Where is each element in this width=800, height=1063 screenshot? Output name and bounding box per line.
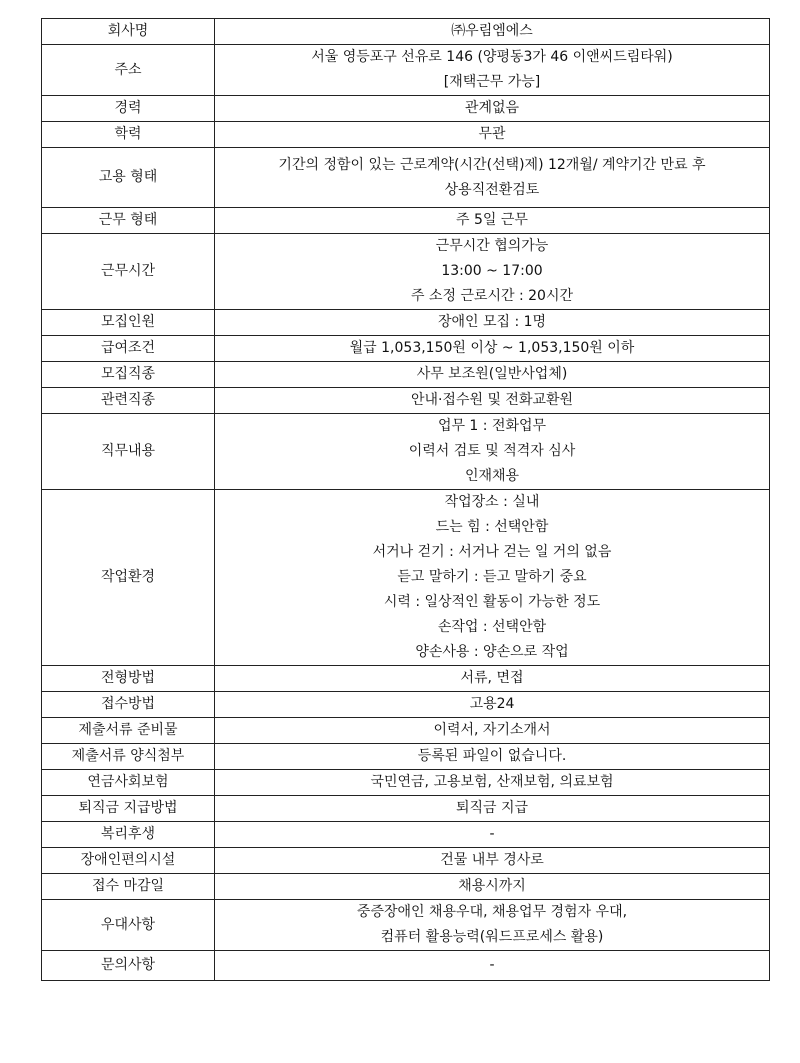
row-label: 근무 형태 [42, 208, 215, 234]
table-row [42, 96, 770, 122]
row-label: 회사명 [42, 19, 215, 45]
row-label: 연금사회보험 [42, 770, 215, 796]
row-value [215, 744, 770, 770]
table-row [42, 848, 770, 874]
row-value [215, 414, 770, 490]
row-label: 모집직종 [42, 362, 215, 388]
row-value [215, 951, 770, 981]
value-line: 드는 힘 : 선택안함 [435, 519, 549, 535]
value-line: 사무 보조원(일반사업체) [416, 366, 568, 382]
table-row [42, 414, 770, 490]
value-line: 건물 내부 경사로 [440, 852, 544, 868]
value-line: 안내·접수원 및 전화교환원 [410, 392, 574, 408]
row-value [215, 822, 770, 848]
table-row [42, 744, 770, 770]
value-line: 서울 영등포구 선유로 146 (양평동3가 46 이앤씨드림타워) [311, 49, 673, 65]
row-value [215, 796, 770, 822]
table-row [42, 692, 770, 718]
value-line: 이력서 검토 및 적격자 심사 [408, 443, 576, 459]
table-row [42, 874, 770, 900]
value-line: 상용직전환검토 [444, 181, 540, 198]
job-posting-table [41, 18, 770, 981]
value-line: 고용24 [469, 696, 515, 712]
table-row [42, 208, 770, 234]
row-value [215, 208, 770, 234]
row-value [215, 900, 770, 951]
row-value [215, 388, 770, 414]
row-value [215, 234, 770, 310]
value-line: 관계없음 [464, 100, 520, 116]
table-row [42, 796, 770, 822]
value-line: [재택근무 가능] [443, 74, 541, 90]
row-value [215, 310, 770, 336]
row-label: 모집인원 [42, 310, 215, 336]
row-label: 문의사항 [42, 951, 215, 981]
row-label: 관련직종 [42, 388, 215, 414]
table-row [42, 388, 770, 414]
table-row [42, 148, 770, 208]
table-row [42, 666, 770, 692]
value-line: 손작업 : 선택안함 [437, 619, 547, 635]
row-value [215, 874, 770, 900]
row-value [215, 692, 770, 718]
table-row [42, 45, 770, 96]
row-label: 주소 [42, 45, 215, 96]
table-row [42, 770, 770, 796]
row-value [215, 45, 770, 96]
row-label: 퇴직금 지급방법 [42, 796, 215, 822]
row-label: 장애인편의시설 [42, 848, 215, 874]
value-line: 서류, 면접 [460, 670, 524, 686]
row-value [215, 19, 770, 45]
row-value [215, 336, 770, 362]
row-label: 학력 [42, 122, 215, 148]
row-value [215, 362, 770, 388]
row-value [215, 848, 770, 874]
row-value [215, 148, 770, 208]
table-row [42, 122, 770, 148]
table-row [42, 234, 770, 310]
value-line: 국민연금, 고용보험, 산재보험, 의료보험 [370, 774, 614, 790]
table-row [42, 490, 770, 666]
row-label: 접수 마감일 [42, 874, 215, 900]
value-line: 월급 1,053,150원 이상 ~ 1,053,150원 이하 [349, 340, 635, 356]
value-line: 작업장소 : 실내 [444, 494, 540, 510]
job-posting-rows [42, 19, 770, 981]
table-row [42, 951, 770, 981]
value-line: - [489, 957, 495, 973]
table-row [42, 336, 770, 362]
row-value [215, 666, 770, 692]
row-label: 접수방법 [42, 692, 215, 718]
value-line: 컴퓨터 활용능력(워드프로세스 활용) [380, 929, 604, 945]
table-row [42, 718, 770, 744]
row-label: 직무내용 [42, 414, 215, 490]
value-line: ㈜우림엠에스 [451, 23, 533, 39]
value-line: 채용시까지 [458, 878, 526, 894]
value-line: 주 5일 근무 [456, 212, 528, 228]
value-line: 중증장애인 채용우대, 채용업무 경험자 우대, [356, 904, 628, 920]
value-line: 근무시간 협의가능 [435, 238, 549, 254]
row-value [215, 718, 770, 744]
row-value [215, 490, 770, 666]
value-line: 서거나 걷기 : 서거나 걷는 일 거의 없음 [372, 544, 612, 560]
value-line: 양손사용 : 양손으로 작업 [415, 644, 569, 660]
value-line: 무관 [478, 126, 506, 142]
value-line: 퇴직금 지급 [455, 800, 529, 816]
row-value [215, 96, 770, 122]
row-label: 우대사항 [42, 900, 215, 951]
row-label: 제출서류 준비물 [42, 718, 215, 744]
row-label: 제출서류 양식첨부 [42, 744, 215, 770]
row-value [215, 122, 770, 148]
value-line: 주 소정 근로시간 : 20시간 [410, 288, 574, 304]
value-line: 장애인 모집 : 1명 [437, 314, 547, 330]
value-line: 업무 1 : 전화업무 [437, 418, 547, 434]
value-line: 인재채용 [464, 468, 520, 484]
row-label: 복리후생 [42, 822, 215, 848]
value-line: 13:00 ~ 17:00 [441, 263, 543, 279]
row-label: 경력 [42, 96, 215, 122]
value-line: - [489, 826, 495, 842]
row-label: 전형방법 [42, 666, 215, 692]
row-value [215, 770, 770, 796]
table-row [42, 822, 770, 848]
row-label: 고용 형태 [42, 148, 215, 208]
value-line: 이력서, 자기소개서 [433, 722, 551, 738]
row-label: 근무시간 [42, 234, 215, 310]
table-row [42, 310, 770, 336]
table-row [42, 362, 770, 388]
value-line: 듣고 말하기 : 듣고 말하기 중요 [397, 569, 587, 585]
table-row [42, 900, 770, 951]
value-line: 등록된 파일이 없습니다. [417, 748, 567, 764]
value-line: 시력 : 일상적인 활동이 가능한 정도 [383, 594, 601, 610]
row-label: 작업환경 [42, 490, 215, 666]
value-line: 기간의 정함이 있는 근로계약(시간(선택)제) 12개월/ 계약기간 만료 후 [278, 156, 706, 173]
row-label: 급여조건 [42, 336, 215, 362]
table-row [42, 19, 770, 45]
